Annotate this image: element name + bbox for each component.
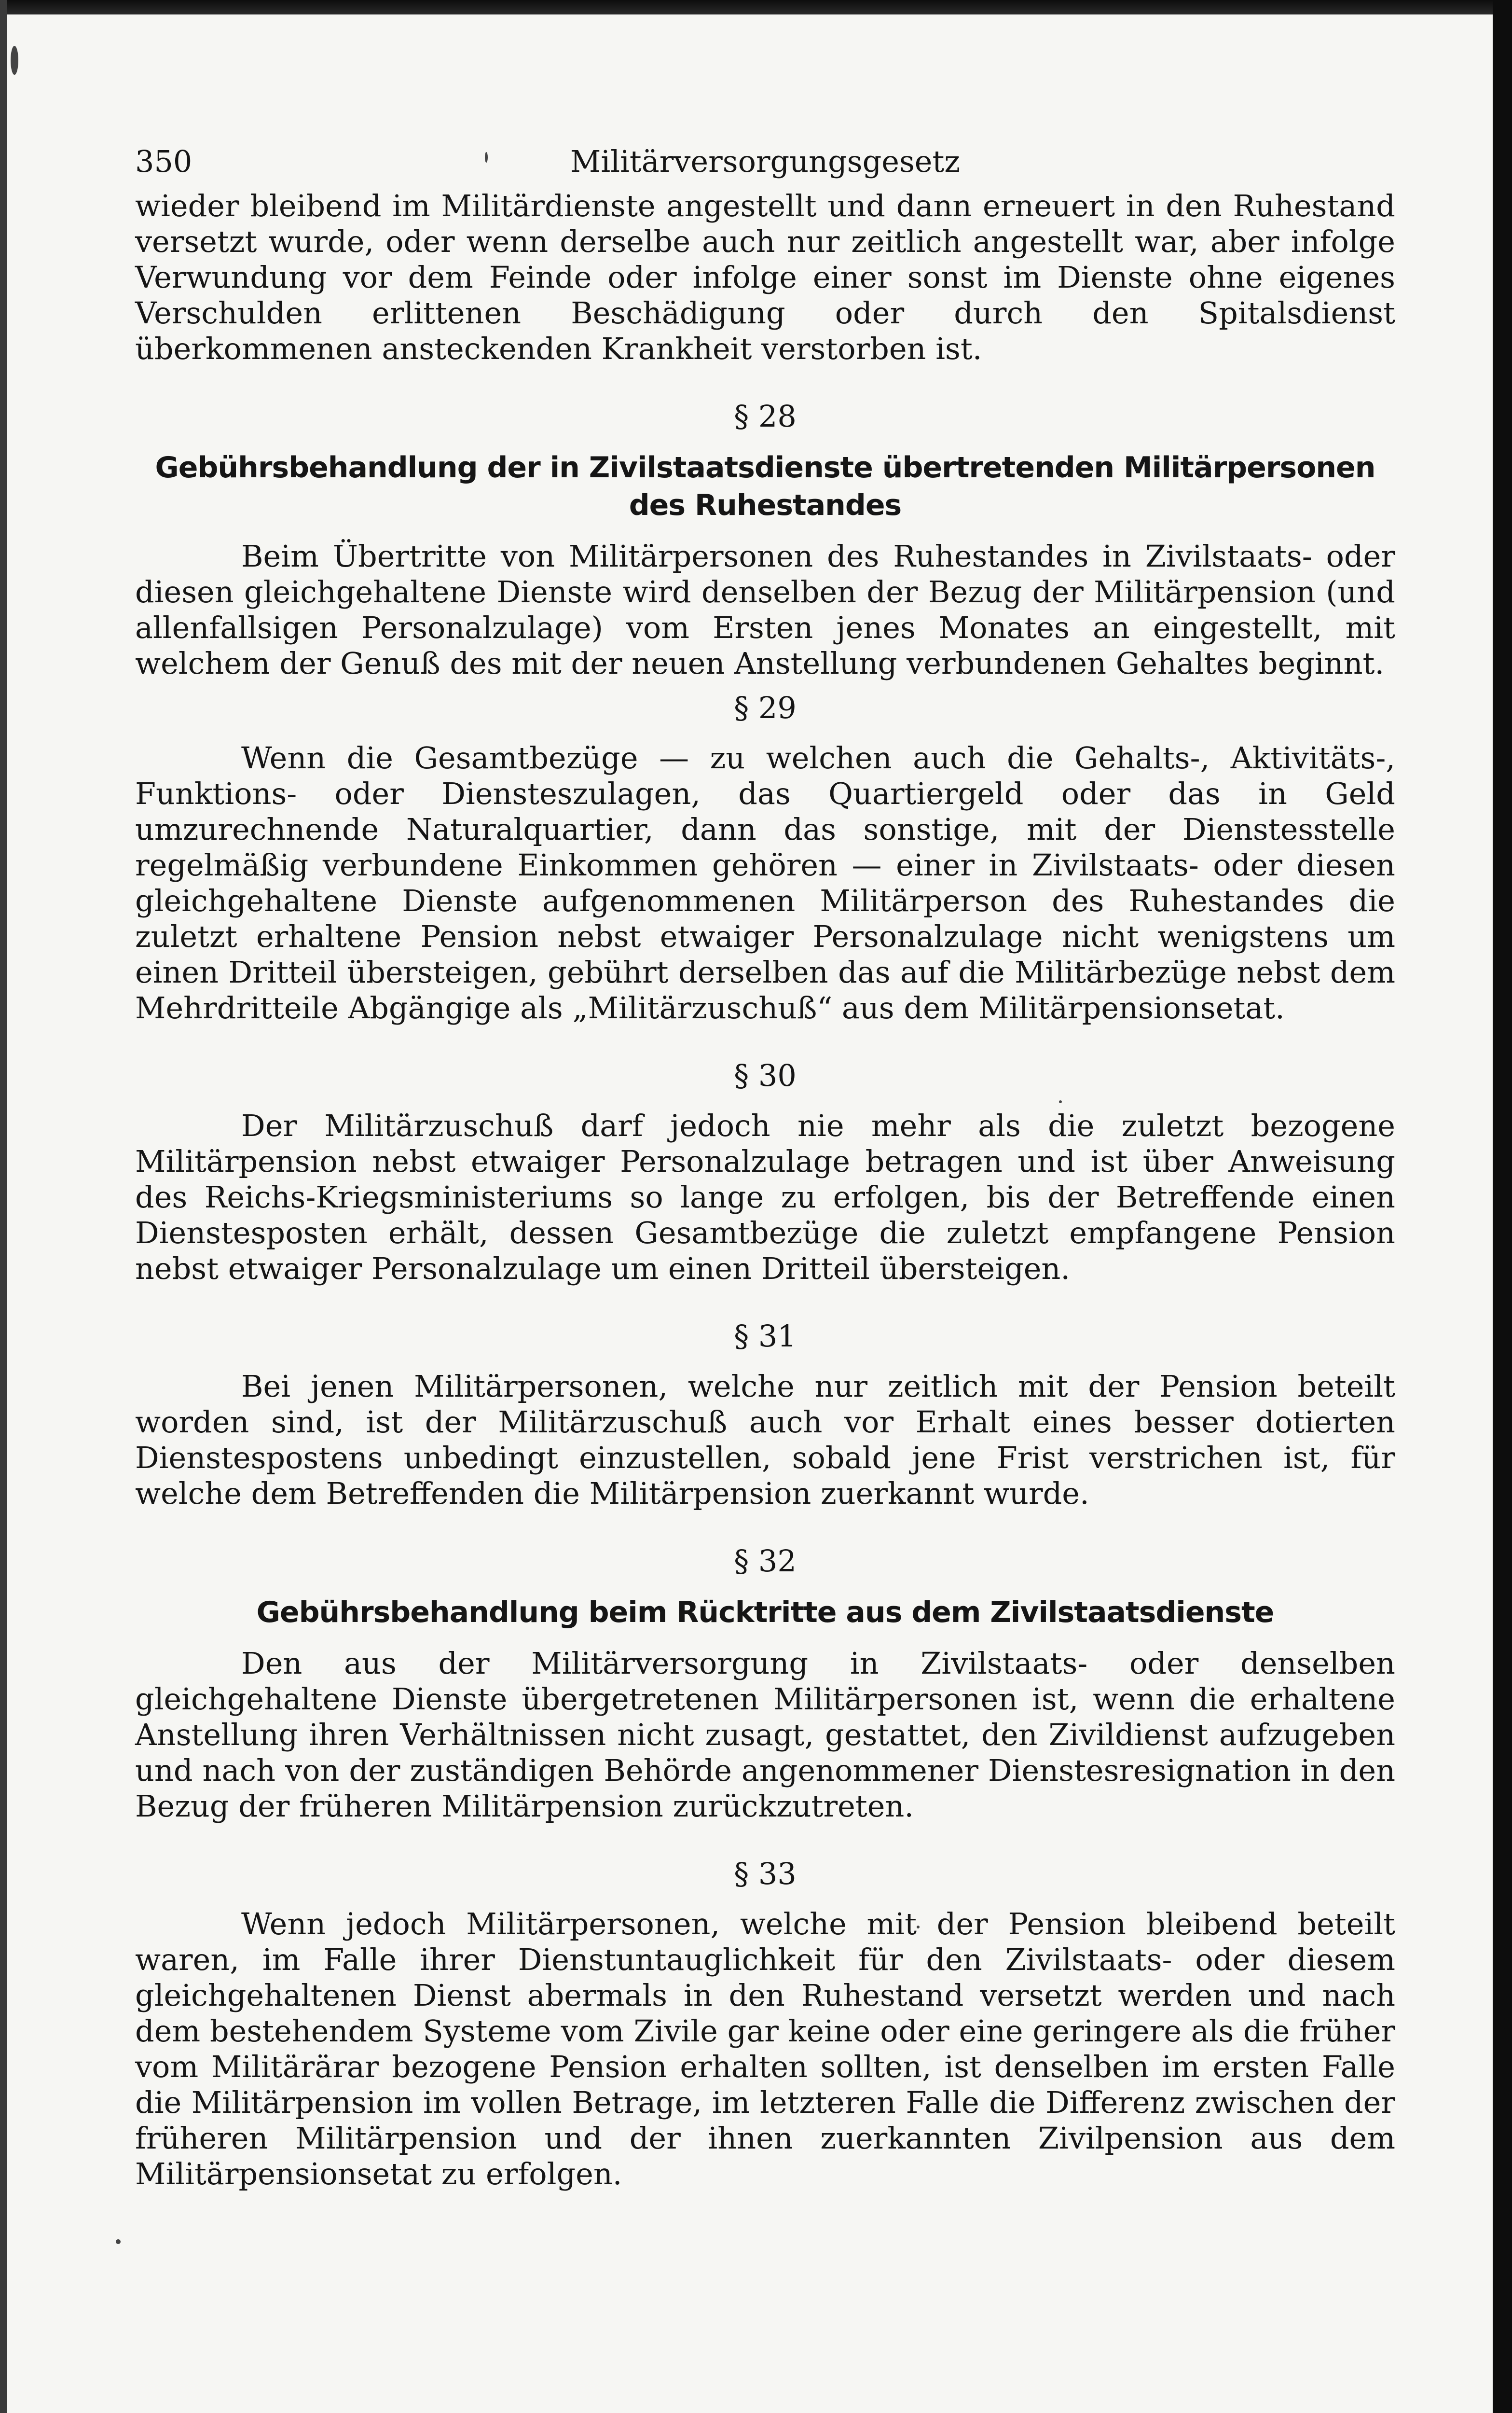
section-number-31: § 31 — [734, 1318, 797, 1354]
section-number-29: § 29 — [734, 690, 797, 725]
scan-border-top — [0, 0, 1512, 14]
section-text-31: Bei jenen Militärpersonen, welche nur zeitlich mit der Pension beteilt worden sind, ist der Militärzuschuß auch vor Erhalt eines besser dotierten Dienstespostens unbedingt einzustellen, sobald jene Frist verstrichen ist, für welche dem Betreffenden die Militärpension zuerkannt wurde. — [135, 1369, 1395, 1511]
running-head — [135, 135, 1395, 188]
section-number-28: § 28 — [734, 399, 797, 434]
section-number-30: § 30 — [734, 1058, 797, 1093]
page-content — [135, 135, 1395, 2192]
section-text-30: Der Militärzuschuß darf jedoch nie mehr als die zuletzt bezogene Militärpension nebst etwaiger Personalzulage betragen und ist über Anweisung des Reichs-Kriegsministeriums so lange zu erfolgen, bis der Betreffende einen Dienstesposten erhält, dessen Gesamtbezüge die zuletzt empfangene Pension nebst etwaiger Personalzulage um einen Dritteil übersteigen. — [135, 1108, 1395, 1286]
scan-border-right — [1493, 0, 1512, 2413]
section-heading-28: Gebührsbehandlung der in Zivilstaatsdienste übertretenden Militärpersonen des Ruhestandes — [155, 451, 1375, 522]
running-title: Militärversorgungsgesetz — [570, 144, 961, 179]
section-text-28: Beim Übertritte von Militärpersonen des Ruhestandes in Zivilstaats- oder diesen gleichgehaltene Dienste wird denselben der Bezug der Militärpension (und allenfallsigen Personalzulage) vom Ersten jenes Monates an eingestellt, mit welchem der Genuß des mit der neuen Anstellung verbundenen Gehaltes beginnt. — [135, 539, 1395, 681]
scan-border-left — [0, 0, 7, 2413]
scan-speck — [11, 46, 18, 75]
section-text-33: Wenn jedoch Militärpersonen, welche mit der Pension bleibend beteilt waren, im Falle ihrer Dienstuntauglichkeit für den Zivilstaats- oder diesem gleichgehaltenen Dienst abermals in den Ruhestand versetzt werden und nach dem bestehendem Systeme vom Zivile gar keine oder eine geringere als die früher vom Militärärar bezogene Pension erhalten sollten, ist denselben im ersten Falle die Militärpension im vollen Betrage, im letzteren Falle die Differenz zwischen der früheren Militärpension und der ihnen zuerkannten Zivilpension aus dem Militärpensionsetat zu erfolgen. — [135, 1906, 1395, 2191]
intro-paragraph: wieder bleibend im Militärdienste angestellt und dann erneuert in den Ruhestand versetzt wurde, oder wenn derselbe auch nur zeitlich angestellt war, aber infolge Verwundung vor dem Feinde oder infolge einer sonst im Dienste ohne eigenes Verschulden erlittenen Beschädigung oder durch den Spitalsdienst überkommenen ansteckenden Krankheit verstorben ist. — [135, 188, 1395, 366]
section-text-32: Den aus der Militärversorgung in Zivilstaats- oder denselben gleichgehaltene Dienste übergetretenen Militärpersonen ist, wenn die erhaltene Anstellung ihren Verhältnissen nicht zusagt, gestattet, den Zivildienst aufzugeben und nach von der zuständigen Behörde angenommener Dienstesresignation in den Bezug der früheren Militärpension zurückzutreten. — [135, 1646, 1395, 1824]
section-heading-32: Gebührsbehandlung beim Rücktritte aus dem Zivilstaatsdienste — [256, 1595, 1274, 1629]
section-text-29: Wenn die Gesamtbezüge — zu welchen auch die Gehalts-, Aktivitäts-, Funktions- oder Diensteszulagen, das Quartiergeld oder das in Geld umzurechnende Naturalquartier, dann das sonstige, mit der Dienstesstelle regelmäßig verbundene Einkommen gehören — einer in Zivilstaats- oder diesen gleichgehaltene Dienste aufgenommenen Militärperson des Ruhestandes die zuletzt erhaltene Pension nebst etwaiger Personalzulage nicht wenigstens um einen Dritteil übersteigen, gebührt derselben das auf die Militärbezüge nebst dem Mehrdritteile Abgängige als „Militärzuschuß“ aus dem Militärpensionsetat. — [135, 740, 1395, 1026]
section-number-33: § 33 — [734, 1856, 797, 1891]
page-number: 350 — [135, 144, 192, 179]
scan-speck — [116, 2239, 121, 2244]
section-number-32: § 32 — [734, 1543, 797, 1579]
